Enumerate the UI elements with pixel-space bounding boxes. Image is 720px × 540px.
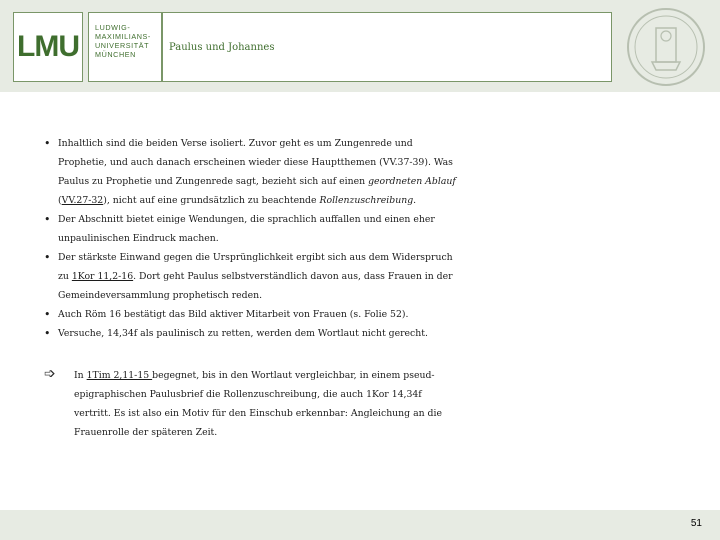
slide-header: [0, 0, 720, 92]
slide-title: Paulus und Johannes: [169, 41, 275, 53]
arrow-right-icon: ➩: [44, 366, 56, 382]
page-number: 51: [690, 518, 702, 529]
bullet-icon: •: [44, 213, 51, 226]
slide-footer: [0, 510, 720, 540]
bullet-icon: •: [44, 251, 51, 264]
bullet-item: • Der stärkste Einwand gegen die Ursprünglichkeit ergibt sich aus dem Widerspruch zu 1Kor 11,2-16. Dort geht Paulus selbstverständlich davon aus, dass Frauen in der Gemeindeversammlung prophetisch reden.: [44, 248, 464, 305]
university-name-line: MAXIMILIANS-: [95, 32, 151, 41]
bible-reference-link[interactable]: 1Tim 2,11-15: [86, 370, 153, 381]
bullet-icon: •: [44, 308, 51, 321]
slide-title-box: [162, 12, 612, 82]
bullet-list: [44, 134, 464, 343]
bullet-item: • Inhaltlich sind die beiden Verse isoliert. Zuvor geht es um Zungenrede und Prophetie, und auch danach erscheinen wieder diese Hauptthemen (VV.37-39). Was Paulus zu Prophetie und Zungenrede sagt, bezieht sich auf einen geordneten Ablauf (VV.27-32), nicht auf eine grundsätzlich zu beachtende Rollenzuschreibung.: [44, 134, 464, 210]
lmu-logo: [13, 12, 83, 82]
lmu-logo-mark: LMU: [17, 30, 79, 63]
bullet-item: • Versuche, 14,34f als paulinisch zu retten, werden dem Wortlaut nicht gerecht.: [44, 324, 464, 343]
university-name-line: MÜNCHEN: [95, 50, 136, 59]
bullet-icon: •: [44, 137, 51, 150]
university-name: [88, 12, 162, 82]
university-name-line: LUDWIG-: [95, 23, 131, 32]
bible-reference-link[interactable]: VV.27-32: [61, 195, 104, 206]
conclusion: [44, 366, 444, 442]
bullet-item: • Der Abschnitt bietet einige Wendungen, die sprachlich auffallen und einen eher unpaulinischen Eindruck machen.: [44, 210, 464, 248]
conclusion-text: In 1Tim 2,11-15 begegnet, bis in den Wortlaut vergleichbar, in einem pseud-epigraphischen Paulusbrief die Rollenzuschreibung, die auch 1Kor 14,34f vertritt. Es ist also ein Motiv für den Einschub erkennbar: Angleichung an die Frauenrolle der späteren Zeit.: [74, 370, 442, 438]
university-name-line: UNIVERSITÄT: [95, 41, 150, 50]
university-seal-icon: [622, 6, 710, 88]
bullet-item: • Auch Röm 16 bestätigt das Bild aktiver Mitarbeit von Frauen (s. Folie 52).: [44, 305, 464, 324]
bullet-icon: •: [44, 327, 51, 340]
bible-reference-link[interactable]: 1Kor 11,2-16: [71, 271, 134, 282]
